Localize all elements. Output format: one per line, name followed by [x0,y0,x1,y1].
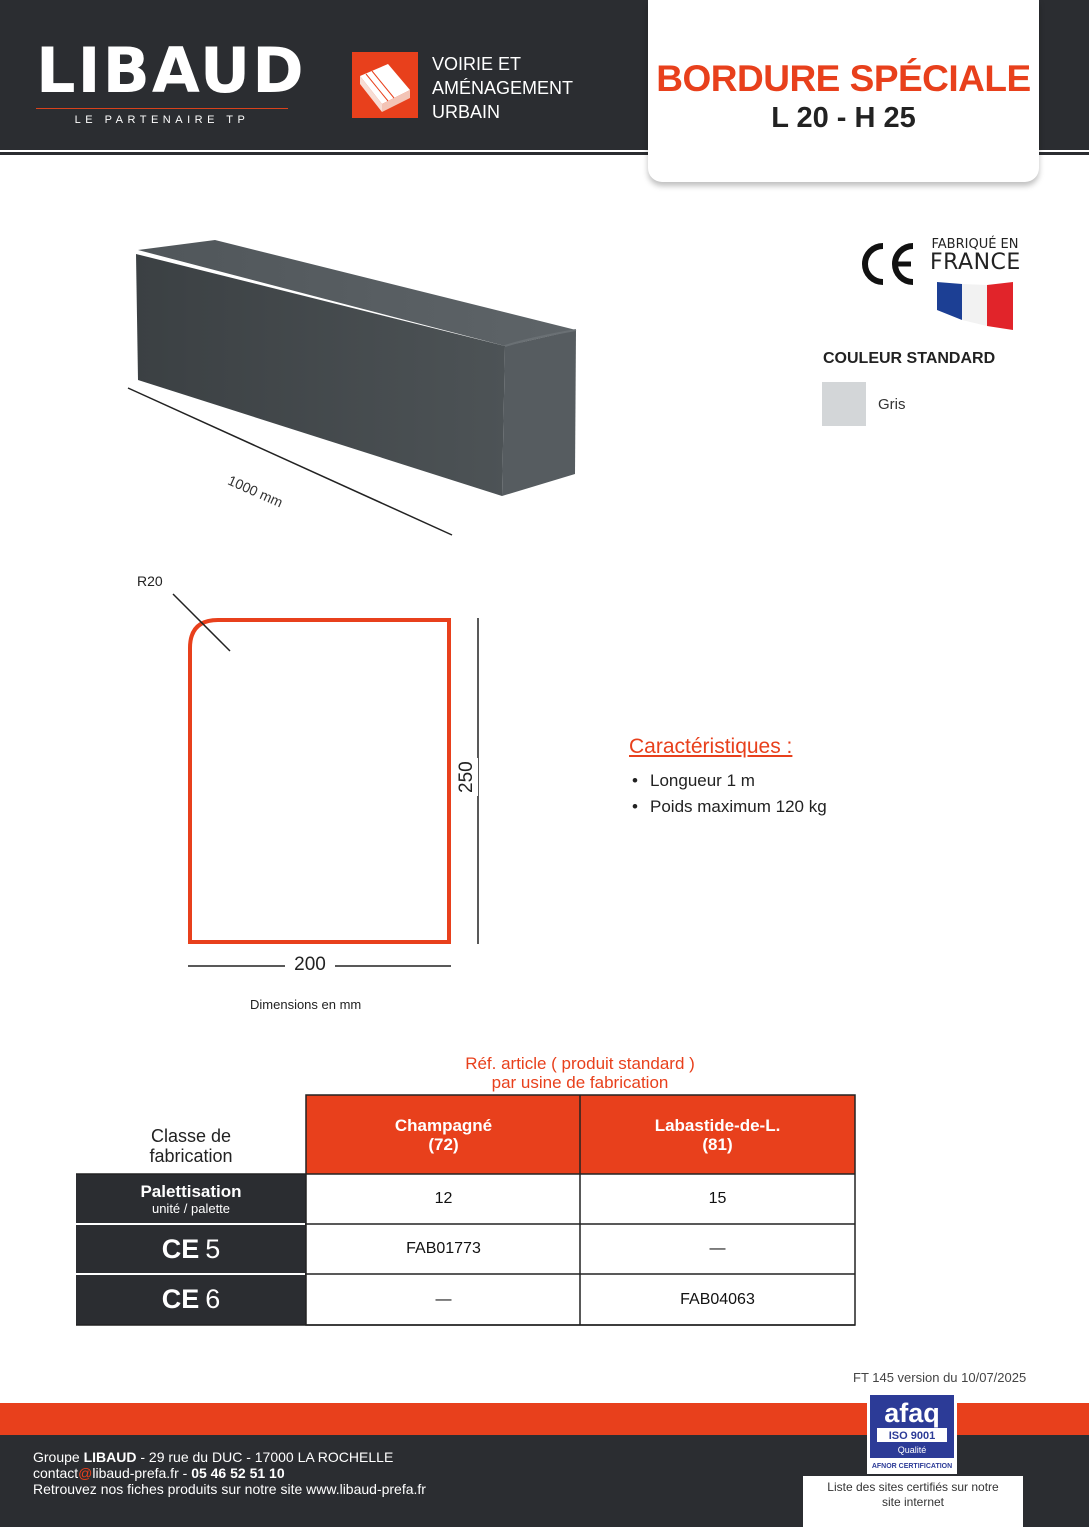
footer-address [33,1449,426,1465]
footer-website-line[interactable]: Retrouvez nos fiches produits sur notre site www.libaud-prefa.fr [33,1481,426,1497]
class-bold: CE [161,1284,200,1314]
couleur-title: COULEUR STANDARD [823,350,996,367]
afaq-iso-9001-logo [867,1392,957,1474]
column-code: (72) [428,1134,459,1154]
length-dimension-label: 1000 mm [225,472,286,511]
contact-at: @ [78,1465,93,1481]
color-swatch-gris [822,382,866,426]
made-in-france-label [930,236,1021,275]
caracteristiques-title: Caractéristiques : [629,735,793,758]
corner-line-1: Classe de [150,1126,232,1146]
table-cell: — [709,1240,726,1257]
product-subtitle: L 20 - H 25 [771,102,916,134]
contact-user[interactable]: contact [33,1465,79,1481]
address-brand: LIBAUD [83,1449,137,1465]
width-dimension-label: 200 [285,954,335,976]
caracteristiques-list [632,768,827,820]
category-line-3: URBAIN [432,102,501,122]
contact-domain[interactable]: libaud-prefa.fr - [92,1465,192,1481]
row-header-ce6 [76,1275,306,1324]
list-item: • Longueur 1 m [632,771,755,790]
sites-note-line-2: site internet [881,1495,945,1509]
radius-label: R20 [137,573,163,589]
corner-line-2: fabrication [149,1146,233,1166]
libaud-logo: LIBAUD [36,34,306,107]
list-item: • Poids maximum 120 kg [632,797,827,816]
class-bold: CE [161,1233,200,1264]
table-cell: FAB04063 [680,1290,755,1308]
table-cell: FAB01773 [406,1240,481,1257]
column-name: Labastide-de-L. [654,1115,781,1135]
table-title-line-2: par usine de fabrication [491,1073,669,1092]
palettisation-sub: unité / palette [151,1200,231,1216]
category-label [432,52,622,124]
color-swatch-label: Gris [878,396,906,413]
afaq-cert: AFNOR CERTIFICATION [871,1463,953,1470]
title-card [648,0,1039,182]
column-header-labastide [581,1096,854,1173]
dimensions-note: Dimensions en mm [250,997,362,1012]
column-name: Champagné [394,1115,493,1135]
contact-phone: 05 46 52 51 10 [191,1465,285,1481]
category-line-1: VOIRIE ET [432,54,522,74]
afaq-brand: afaq [884,1398,940,1428]
table-title [380,1054,780,1092]
logo-rule [36,108,288,109]
curb-category-icon [352,52,418,118]
palettisation-label: Palettisation [140,1181,242,1201]
logo-tagline: LE PARTENAIRE TP [74,114,250,126]
ce-mark-icon [857,240,917,288]
table-cell: — [435,1290,452,1308]
column-code: (81) [702,1134,733,1154]
cross-section-drawing [130,570,500,990]
table-cell: 15 [708,1190,727,1207]
certified-sites-note [803,1480,1023,1510]
class-num: 5 [205,1233,221,1264]
france-flag-icon [935,280,1015,332]
made-in-line-2: FRANCE [930,250,1021,275]
category-line-2: AMÉNAGEMENT [432,78,574,98]
height-dimension-label: 250 [456,758,478,796]
version-label: FT 145 version du 10/07/2025 [853,1370,1027,1385]
curb-product-image [120,230,590,550]
caract-item-poids: Poids maximum 120 kg [650,797,827,816]
column-header-champagne [307,1096,580,1173]
caract-item-longueur: Longueur 1 m [650,771,755,790]
class-num: 6 [205,1284,221,1314]
afaq-iso: ISO 9001 [888,1430,936,1442]
sites-note-line-1: Liste des sites certifiés sur notre [827,1480,999,1494]
footer-contact-line [33,1465,426,1481]
made-in-line-1: FABRIQUÉ EN [931,237,1019,252]
address-prefix: Groupe [33,1449,84,1465]
footer-contact [33,1449,426,1497]
row-header-palettisation [76,1175,306,1223]
row-header-ce5 [76,1225,306,1273]
product-title: BORDURE SPÉCIALE [656,58,1031,99]
table-title-line-1: Réf. article ( produit standard ) [465,1054,695,1073]
table-cell: 12 [434,1190,453,1207]
afaq-qualite: Qualité [897,1445,927,1455]
address-rest: - 29 rue du DUC - 17000 LA ROCHELLE [136,1449,394,1465]
